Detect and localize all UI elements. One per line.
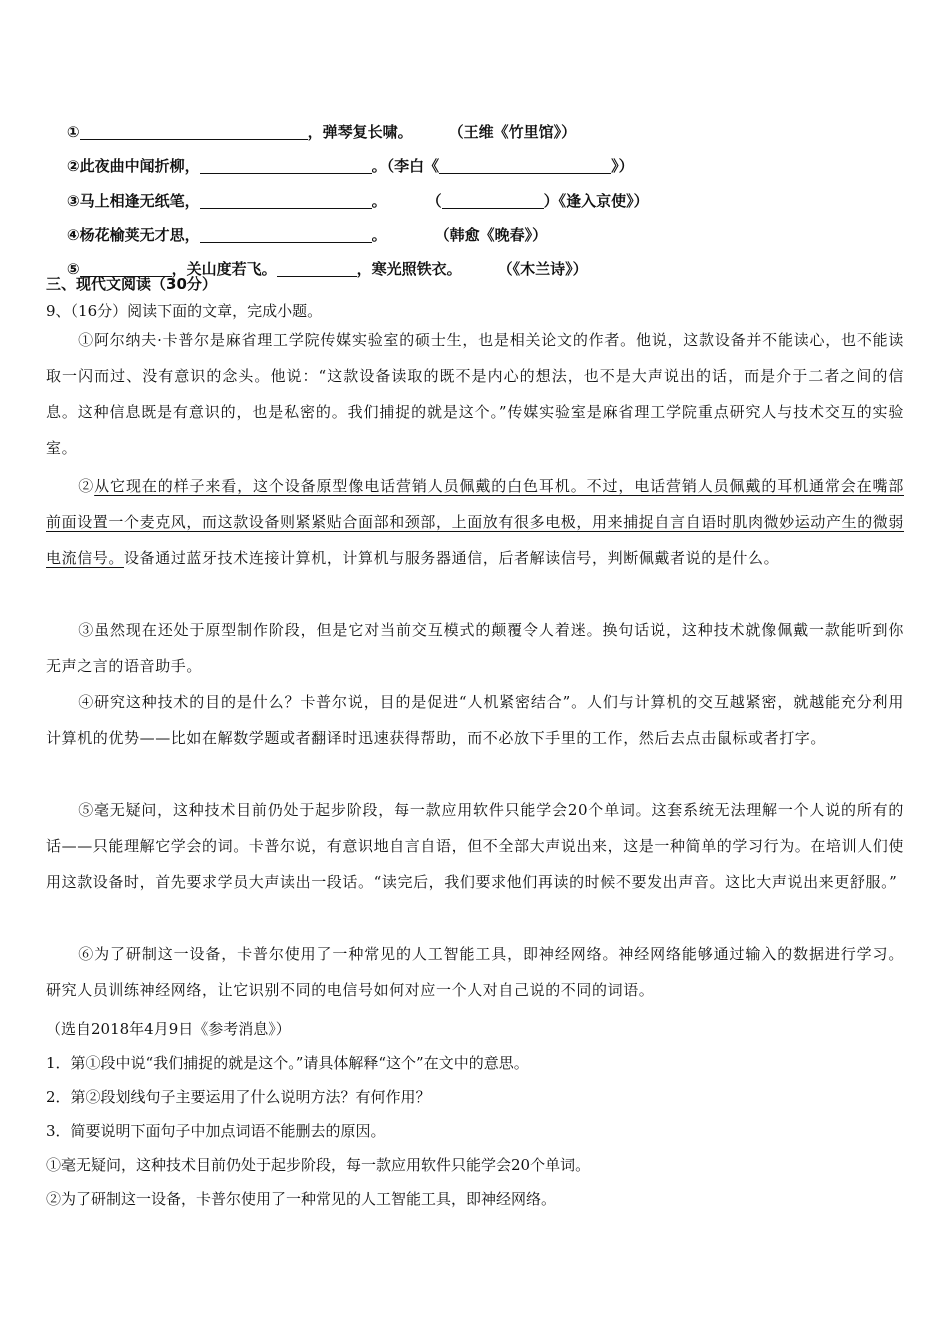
question-2: 2．第②段划线句子主要运用了什么说明方法？有何作用？ xyxy=(46,1088,431,1106)
question-3-sentence-2: ②为了研制这一设备，卡普尔使用了一种常见的人工智能工具，即神经网络。 xyxy=(46,1190,557,1208)
paragraph-5: ⑤毫无疑问，这种技术目前仍处于起步阶段，每一款应用软件只能学会20个单词。这套系统无法理解一个人说的所有的话——只能理解它学会的词。卡普尔说，有意识地自言自语，但不全部大声说出来，这是一种简单的学习行为。在培训人们使用这款设备时，首先要求学员大声读出一段话。“读完后，我们要求他们再读的时候不要发出声音。这比大声说出来更舒服。” xyxy=(46,801,905,891)
poem-3-source-open: （ xyxy=(426,192,442,210)
poem-4-text: ④杨花榆荚无才思， xyxy=(66,226,200,244)
paragraph-2-number: ② xyxy=(78,477,95,495)
answer-blank[interactable] xyxy=(277,261,357,277)
poem-3-end: 。 xyxy=(371,192,387,210)
underlined-sentence: 从它现在的样子来看，这个设备原型像电话营销人员佩戴的白色耳机。不过，电话营销人员佩戴的耳机通常会在嘴部前面设置一个麦克风，而这款设备则紧紧贴合面部和颈部，上面放有很多电极，用来捕捉自言自语时肌肉微妙运动产生的微弱电流信号。 xyxy=(46,477,905,567)
poem-2-text: ②此夜曲中闻折柳， xyxy=(66,157,200,175)
paragraph-3: ③虽然现在还处于原型制作阶段，但是它对当前交互模式的颠覆令人着迷。换句话说，这种技术就像佩戴一款能听到你无声之言的语音助手。 xyxy=(46,621,904,675)
poem-5-text-2: ，寒光照铁衣。 xyxy=(356,260,462,278)
poem-2-source-close: 》） xyxy=(611,157,634,175)
poem-1-number: ① xyxy=(66,123,80,141)
poem-4-end: 。 xyxy=(371,226,387,244)
poem-2-source-open: 。（李白《 xyxy=(371,157,440,175)
poem-4-source: （韩愈《晚春》） xyxy=(434,226,548,244)
question-1: 1．第①段中说“我们捕捉的就是这个。”请具体解释“这个”在文中的意思。 xyxy=(46,1054,529,1072)
poem-3-text: ③马上相逢无纸笔， xyxy=(66,192,200,210)
question-head: 9、（16分）阅读下面的文章，完成小题。 xyxy=(46,302,323,320)
paragraph-2: ②从它现在的样子来看，这个设备原型像电话营销人员佩戴的白色耳机。不过，电话营销人员佩戴的耳机通常会在嘴部前面设置一个麦克风，而这款设备则紧紧贴合面部和颈部，上面放有很多电极，用来捕捉自言自语时肌肉微妙运动产生的微弱电流信号。设备通过蓝牙技术连接计算机，计算机与服务器通信，后者解读信号，判断佩戴者说的是什么。 xyxy=(46,477,905,567)
poem-5-text-1: ，关山度若飞。 xyxy=(171,260,277,278)
poem-5-number: ⑤ xyxy=(66,260,80,278)
section-title: 三、现代文阅读（30分） xyxy=(46,275,217,293)
paragraph-1: ①阿尔纳夫·卡普尔是麻省理工学院传媒实验室的硕士生，也是相关论文的作者。他说，这款设备并不能读心，也不能读取一闪而过、没有意识的念头。他说：“这款设备读取的既不是内心的想法，也不是大声说出的话，而是介于二者之间的信息。这种信息既是有意识的，也是私密的。我们捕捉的就是这个。”传媒实验室是麻省理工学院重点研究人与技术交互的实验室。 xyxy=(46,331,904,457)
question-3: 3．简要说明下面句子中加点词语不能删去的原因。 xyxy=(46,1122,386,1140)
poem-3-source-close: ）《逢入京使》） xyxy=(543,192,649,210)
source-citation: （选自2018年4月9日《参考消息》） xyxy=(46,1020,291,1038)
poem-1-source: （王维《竹里馆》） xyxy=(448,123,577,141)
poem-5-source: （《木兰诗》） xyxy=(497,260,588,278)
question-3-sentence-1: ①毫无疑问，这种技术目前仍处于起步阶段，每一款应用软件只能学会20个单词。 xyxy=(46,1156,591,1174)
poem-1-text: ，弹琴复长啸。 xyxy=(307,123,413,141)
paragraph-4: ④研究这种技术的目的是什么？卡普尔说，目的是促进“人机紧密结合”。人们与计算机的交互越紧密，就越能充分利用计算机的优势——比如在解数学题或者翻译时迅速获得帮助，而不必放下手里的工作，然后去点击鼠标或者打字。 xyxy=(46,693,904,747)
paragraph-6: ⑥为了研制这一设备，卡普尔使用了一种常见的人工智能工具，即神经网络。神经网络能够通过输入的数据进行学习。研究人员训练神经网络，让它识别不同的电信号如何对应一个人对自己说的不同的词语。 xyxy=(46,945,904,999)
